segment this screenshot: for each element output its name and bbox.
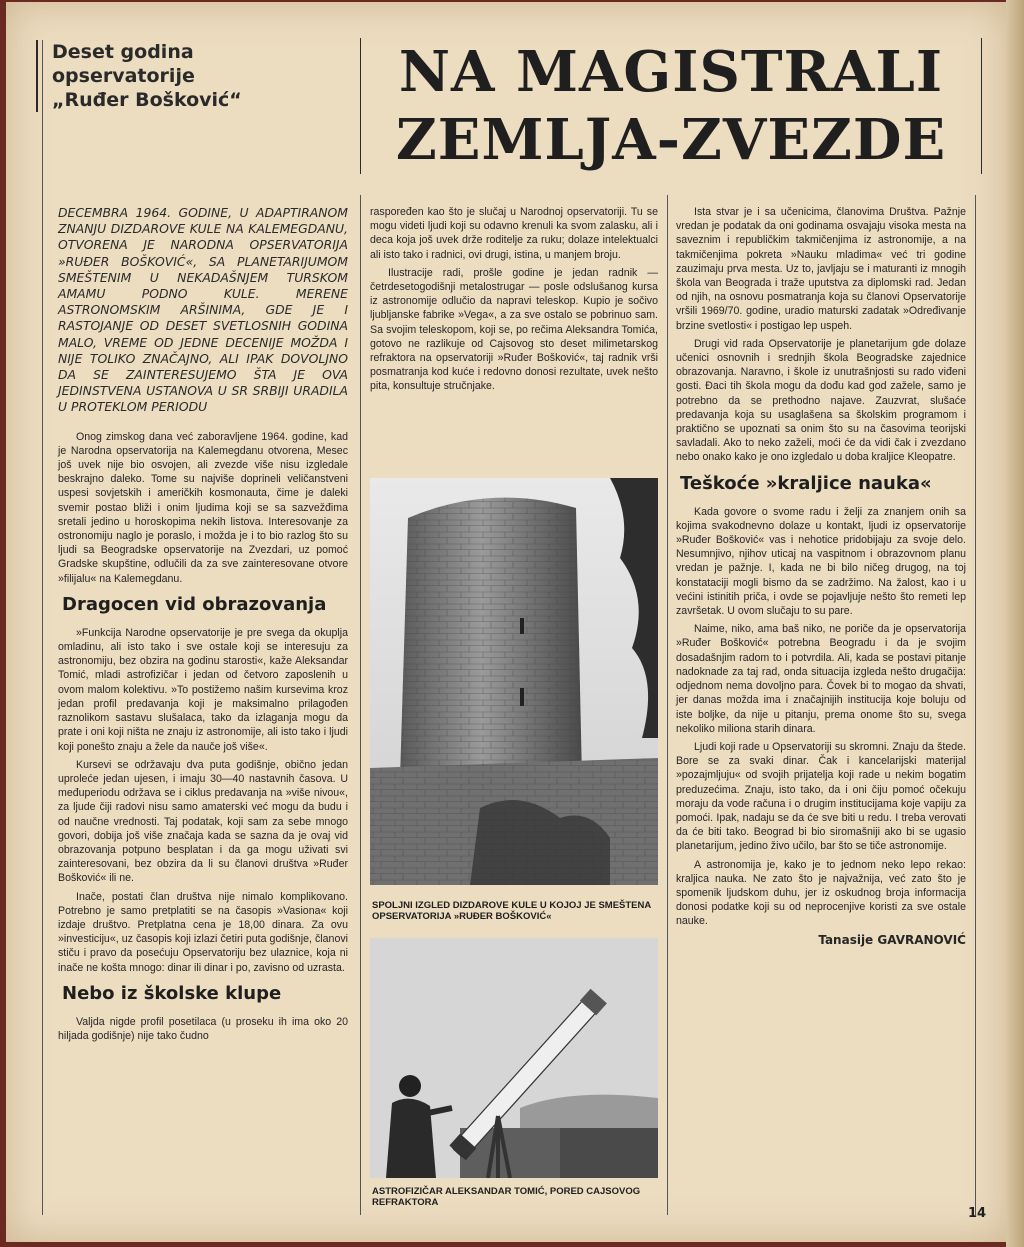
headline <box>360 38 982 174</box>
paragraph: Onog zimskog dana već zaboravljene 1964. godine, kad je Narodna opservatorija na Kalemegdanu otvorena, Mesec još uvek nije bio osvojen, ali zvezde više nisu izgledale beskrajno daleko. Tome su najviše doprineli veličanstveni uspesi sovjetskih i američkih kosmonauta, čime je daleki svemir postao bliži i onim ljudima koji se sa sazvežđima sretali jedino u horoskopima nekih listova. Interesovanje za ostronomiju naglo je poraslo, i možda je i to bio razlog što su ljudi sa Beogradske opservatorije na Zvezdari, uz pomoć Gradske skupštine, odlučili da za sve zainteresovane otvore »filijalu« na Kalemegdanu. <box>58 430 348 585</box>
kicker <box>36 40 352 112</box>
paragraph: Ilustracije radi, prošle godine je jedan radnik — četrdesetogodišnji metalostrugar — posle odslušanog kursa iz astronomije odlučio da napravi teleskop. Kupio je sočivo ljubljanske fabrike »Vega«, a za sve ostalo se pobrinuo sam. Sa svojim teleskopom, koji se, po rečima Aleksandra Tomića, gotovo ne razlikuje od Cajsovog sto deset milimetarskog refraktora na opservatoriji »Ruđer Bošković«, taj radnik vrši posmatranja kod kuće i redovno donosi rezultate, uvek nešto pita, konsultuje stručnjake. <box>370 266 658 393</box>
paragraph: »Funkcija Narodne opservatorije je pre svega da okuplja omladinu, ali isto tako i sve ostale koji se interesuju za astronomiju, bez obzira na godinu starosti«, kaže Aleksandar Tomić, mladi astrofizičar i jedan od četvoro zaposlenih u ovom malom kolektivu. »To postižemo našim kursevima kroz jedan profil predavanja koji je maksimalno prilagođen raznolikom sastavu slušalaca, tako da izlaganja mogu da prate i oni koji ništa ne znaju iz astronomije, ali isto tako i ljudi koji ponešto znaju a žele da nauče još više«. <box>58 626 348 753</box>
paragraph: Drugi vid rada Opservatorije je planetarijum gde dolaze učenici osnovnih i srednjih škola Beogradske zajednice obrazovanja. Naravno, i škole iz unutrašnjosti su rado viđeni gosti. Đaci tih škola mogu da dođu kad god zažele, samo je potrebno da se prethodno najave. Zauzvrat, slušaće predavanja koja su usaglašena sa školskim programom i praktično se upoznati sa onim što su na časovima teorijski savladali. Ako to neko zaželi, moći će da vidi čak i zvezdano nebo onako kako je ono izgledalo u doba kraljice Kleopatre. <box>676 337 966 464</box>
left-rule <box>42 40 43 1215</box>
paragraph: Valjda nigde profil posetilaca (u proseku ih ima oko 20 hiljada godišnje) nije tako čudno <box>58 1015 348 1042</box>
column-divider <box>975 195 976 1215</box>
photo-caption: ASTROFIZIČAR ALEKSANDAR TOMIĆ, PORED CAJSOVOG REFRAKTORA <box>372 1186 641 1208</box>
column-divider <box>360 195 361 1215</box>
paragraph: Naime, niko, ama baš niko, ne poriče da je opservatorija »Ruđer Bošković« potrebna Beogradu i da je svojim dosadašnjim radom to i potvrdila. Ali, kada se postavi pitanje nadoknade za taj rad, onda situacija izgleda nešto drugačija: odjednom nema dovoljno para. Čovek bi to mogao da shvati, jer danas možda ima i značajnijih institucija koje boluju od iste boljke, da nije u pitanju, prema onome što su, svega nekoliko miliona starih dinara. <box>676 623 966 735</box>
lead-paragraph: DECEMBRA 1964. GODINE, U ADAPTIRANOM ZNANJU DIZDAROVE KULE NA KALEMEGDANU, OTVORENA JE NARODNA OPSERVATORIJA »RUĐER BOŠKOVIĆ«, SA PLANETARIJUMOM SMEŠTENIM U NEKADAŠNJEM TURSKOM AMAMU PODNO KULE. MERENE ASTRONOMSKIM ARŠINIMA, GDE JE I RASTOJANJE OD DESET SVETLOSNIH GODINA MALO, VREME OD JEDNE DECENIJE MOŽDA I NIJE TOLIKO ZNAČAJNO, ALI IPAK DOVOLJNO DA SE ZAINTERESUJEMO ŠTA JE OVA JEDINSTVENA USTANOVA U SR SRBIJI URADILA U PROTEKLOM PERIODU <box>58 205 348 415</box>
telescope-photo <box>370 938 658 1178</box>
column-divider <box>667 195 668 1215</box>
tower-photo <box>370 478 658 885</box>
subheading: Teškoće »kraljice nauka« <box>680 472 932 494</box>
paragraph: Ljudi koji rade u Opservatoriji su skromni. Znaju da štede. Bore se za svaki dinar. Čak i kancelarijski materijal »pozajmljuju« od svojih prijatelja koji rade u nekim bogatim preduzećima. Znaju, isto tako, da i oni čiju pomoć očekuju moraju da vode računa i o drugim institucijama koje vapiju za pomoći. Ipak, nadaju se da će sve biti u redu. I treba verovati da će biti tako. Beograd bi bio siromašniji ako bi se ugasio planetarijum, jedino živo učilo, bar što se tiče astronomije. <box>676 740 966 853</box>
kicker-line: opservatorije <box>52 65 195 87</box>
paragraph: Kursevi se održavaju dva puta godišnje, obično jedan uproleće jedan ujesen, i imaju 30—40 nastavnih časova. U međuperiodu održava se i ciklus predavanja na »više nivou«, za ljude čiji radovi nisu samo amaterski već mogu da budu i od naučne vrednosti. Taj podatak, koji sam za sebe mnogo govori, dobija još više značaja kada se sazna da je ovaj vid obrazovanja potpuno besplatan i da ga mogu uživati svi zainteresovani, bez obzira da li su članovi društva »Ruđer Bošković« ili ne. <box>58 758 348 885</box>
page-number: 14 <box>968 1206 987 1221</box>
kicker-line: Deset godina <box>52 41 194 63</box>
column-1 <box>58 205 348 1047</box>
column-2 <box>370 205 658 398</box>
subheading: Dragocen vid obrazovanja <box>62 593 327 615</box>
paragraph: Inače, postati član društva nije nimalo komplikovano. Potrebno je samo pretplatiti se na časopis »Vasiona« koji izdaje društvo. Pretplatna cena je 18,00 dinara. Za ovu »investiciju«, uz časopis koji izlazi četiri puta godišnje, članovi stiču i pravo da posećuju Opservatoriju bez ulaznice, koja ni inače ne košta mnogo: dinar ili dinar i po, zavisno od uzrasta. <box>58 890 348 974</box>
paragraph: Ista stvar je i sa učenicima, članovima Društva. Pažnje vredan je podatak da oni godinama osvajaju visoka mesta na saveznim i republičkim takmičenjima iz astronomije, a na takmičenjima pokreta »Nauku mladima« već tri godine zauzimaju prva mesta. Uz to, javljaju se i maturanti iz mnogih škola van Beograda i traže uputstva za diplomski rad. Jedan od njih, na osnovu posmatranja koja su članovi Opservatorije vršili 1969/70. godine, uradio maturski zadatak »Određivanje brzine svetlosti« i postigao lep uspeh. <box>676 206 966 332</box>
headline-line: ZEMLJA-ZVEZDE <box>395 107 947 173</box>
kicker-line: „Ruđer Bošković“ <box>52 89 242 111</box>
author-byline: Tanasije GAVRANOVIĆ <box>818 932 966 947</box>
page-edge <box>1006 0 1024 1247</box>
paragraph: A astronomija je, kako je to jednom neko lepo rekao: kraljica nauka. Ne zato što je najvažnija, već zato što je spomenik ljudskom duhu, jer iz oskudnog broja informacija donosi podatke koji su od neprocenjive koristi za sve ostale nauke. <box>676 858 966 928</box>
paragraph: raspoređen kao što je slučaj u Narodnoj opservatoriji. Tu se mogu videti ljudi koji su odavno krenuli ka svom zalasku, ali i deca koja još uvek drže roditelje za ruku; dolaze intelektualci ali isto tako i radnici, ovi drugi, istina, u manjem broju. <box>370 206 658 261</box>
photo-caption: SPOLJNI IZGLED DIZDAROVE KULE U KOJOJ JE SMEŠTENA OPSERVATORIJA »RUĐER BOŠKOVIĆ« <box>372 900 651 922</box>
headline-line: NA MAGISTRALI <box>398 39 944 105</box>
column-3 <box>676 205 966 947</box>
paragraph: Kada govore o svome radu i želji za znanjem onih sa kojima svakodnevno dolaze u kontakt, ljudi iz opservatorije »Ruđer Bošković« vas i nehotice pridobijaju za svoje delo. Nesumnjivo, njihov uticaj na vaspitnom i obrazovnom planu vredan je pažnje. I, kada ne bi bilo ničeg drugog, na toj konstataciji mogli bismo da se zadržimo. Na žalost, kao i u većini istinitih priča, i ovde se pojavljuje nešto što remeti lep završetak. U ovom slučaju to su pare. <box>676 505 966 618</box>
subheading: Nebo iz školske klupe <box>62 982 282 1004</box>
